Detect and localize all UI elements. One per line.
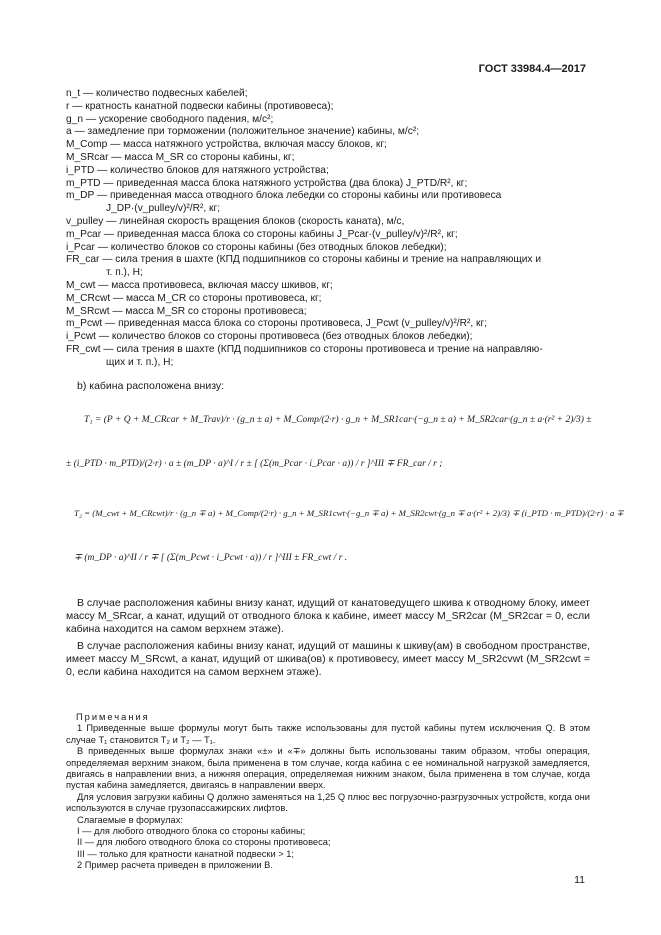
definition-item: g_n — ускорение свободного падения, м/с²;: [66, 113, 274, 125]
definition-item: i_Pcar — количество блоков со стороны кабины (без отводных блоков лебедки);: [66, 241, 447, 253]
note-item: 1 Приведенные выше формулы могут быть также использованы для пустой кабины путем исключения Q. В этом случае T₁ становится T₂ и T₂ — T₁.: [66, 723, 590, 745]
note-item: Слагаемые в формулах:: [77, 814, 183, 825]
definition-item-continuation: т. п.), Н;: [106, 267, 143, 279]
definition-item: M_SRcar — масса M_SR со стороны кабины, кг;: [66, 151, 295, 163]
note-item: Для условия загрузки кабины Q должно заменяться на 1,25 Q плюс вес погрузочно-разгрузочных устройств, когда они используются в случае грузопассажирских лифтов.: [66, 791, 590, 814]
notes-title: Примечания: [76, 712, 150, 722]
definition-item: M_SRcwt — масса M_SR со стороны противовеса;: [66, 305, 307, 317]
definition-item: i_Pcwt — количество блоков со стороны противовеса (без отводных блоков лебедки);: [66, 331, 473, 343]
formula-t1-line2: ± (i_PTD · m_PTD)/(2·r) · a ± (m_DP · a)^I / r ± [ (Σ(m_Pcar · i_Pcar · a)) / r ]^III ∓ FR_car / r ;: [66, 459, 443, 469]
paragraph: В случае расположения кабины внизу канат, идущий от канатоведущего шкива к отводному блоку, имеет массу M_SRcar, а канат, идущий от отводного блока к кабине, имеет массу M_SR2car (M_SR2car = 0, если кабина находится на самом верхнем этаже).: [66, 597, 590, 635]
formula-t1-line1: T₁ = (P + Q + M_CRcar + M_Trav)/r · (g_n ± a) + M_Comp/(2·r) · g_n + M_SR1car·(−g_n ± a) + M_SR2car·(g_n ± a·(r² + 2)/3) ±: [84, 415, 592, 425]
note-item: III — только для кратности канатной подвески > 1;: [77, 848, 295, 859]
paragraph: В случае расположения кабины внизу канат, идущий от машины к шкиву(ам) в свободном пространстве, имеет массу M_SRcwt, а канат, идущий от шкива(ов) к противовесу, имеет массу M_SR2cvwt (M_SR2cwt = 0, если кабина находится на самом верхнем этаже).: [66, 640, 590, 678]
definition-item: FR_cwt — сила трения в шахте (КПД подшипников со стороны противовеса и трение на направляю-: [66, 343, 543, 355]
standard-header: ГОСТ 33984.4—2017: [478, 63, 586, 75]
definition-item: a — замедление при торможении (положительное значение) кабины, м/с²;: [66, 126, 420, 138]
definition-item: m_Pcar — приведенная масса блока со стороны кабины J_Pcar·(v_pulley/v)²/R², кг;: [66, 228, 458, 240]
note-item: В приведенных выше формулах знаки «±» и «∓» должны быть использованы таким образом, чтобы операция, определяемая верхним знаком, была применена в том случае, когда кабина с ее номинальной нагрузкой замедляется, двигаясь в направлении вниз, а нижняя операция, определяемая нижним знаком, была применена в том случае, когда пустая кабина замедляется, двигаясь в направлении вверх.: [66, 746, 590, 791]
definition-item-continuation: J_DP·(v_pulley/v)²/R², кг;: [106, 203, 221, 215]
body-paragraphs: [66, 597, 590, 679]
note-item: 2 Пример расчета приведен в приложении В.: [77, 860, 273, 871]
definition-item: v_pulley — линейная скорость вращения блоков (скорость каната), м/с,: [66, 215, 405, 227]
section-label: b) кабина расположена внизу:: [77, 380, 225, 392]
definition-item: m_PTD — приведенная масса блока натяжного устройства (два блока) J_PTD/R², кг;: [66, 177, 468, 189]
definition-item: m_Pcwt — приведенная масса блока со стороны противовеса, J_Pcwt (v_pulley/v)²/R², кг;: [66, 318, 488, 330]
definition-item: n_t — количество подвесных кабелей;: [66, 88, 248, 99]
definition-item: M_Comp — масса натяжного устройства, включая массу блоков, кг;: [66, 139, 387, 151]
definition-item: M_cwt — масса противовеса, включая массу шкивов, кг;: [66, 279, 333, 291]
note-item: I — для любого отводного блока со стороны кабины;: [77, 826, 306, 837]
formula-t2-line2: ∓ (m_DP · a)^II / r ∓ [ (Σ(m_Pcwt · i_Pcwt · a)) / r ]^III ± FR_cwt / r .: [74, 553, 348, 563]
definition-item: FR_car — сила трения в шахте (КПД подшипников со стороны кабины и трение на направляющих и: [66, 254, 542, 266]
page-number: 11: [574, 874, 585, 886]
formula-t2-line1: T₂ = (M_cwt + M_CRcwt)/r · (g_n ∓ a) + M_Comp/(2·r) · g_n + M_SR1cwt·(−g_n ∓ a) + M_SR2cwt·(g_n ∓ a·(r² + 2)/3) ∓ (i_PTD · m_PTD)/(2·r) · a ∓: [74, 508, 624, 518]
definition-item: m_DP — приведенная масса отводного блока лебедки со стороны кабины или противовеса: [66, 190, 502, 202]
definition-item: i_PTD — количество блоков для натяжного устройства;: [66, 164, 329, 176]
note-item: II — для любого отводного блока со стороны противовеса;: [77, 837, 331, 848]
notes-block: [66, 712, 590, 872]
definition-item: M_CRcwt — масса M_CR со стороны противовеса, кг;: [66, 292, 322, 304]
definition-item-continuation: щих и т. п.), Н;: [106, 356, 174, 368]
definitions-list: [66, 88, 591, 370]
definition-item: r — кратность канатной подвески кабины (противовеса);: [66, 100, 334, 112]
